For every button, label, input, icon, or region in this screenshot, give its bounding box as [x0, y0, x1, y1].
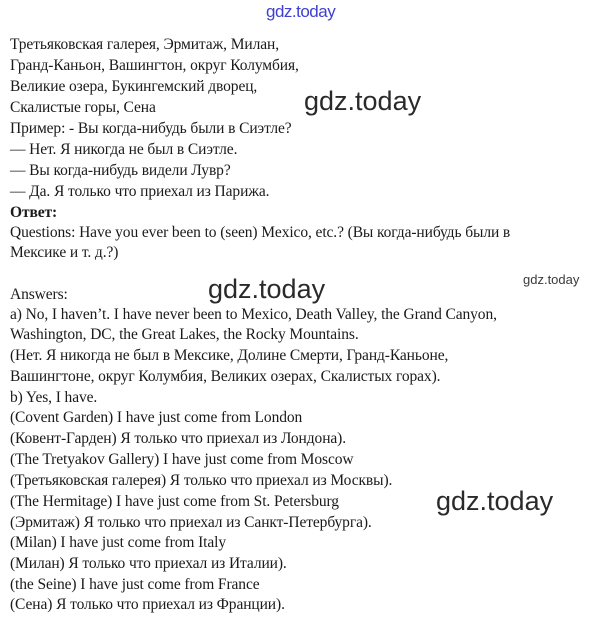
text-line: Скалистые горы, Сена — [10, 99, 156, 116]
text-line: Мексике и т. д.?) — [10, 244, 119, 261]
text-line: (Сена) Я только что приехал из Франции). — [10, 596, 285, 613]
text-line: (Третьяковская галерея) Я только что приехал из Москвы). — [10, 472, 393, 489]
watermark-big-3: gdz.today — [436, 486, 554, 516]
text-line: (Ковент-Гарден) Я только что приехал из Лондона). — [10, 430, 347, 447]
text-line: — Вы когда-нибудь видели Лувр? — [10, 162, 231, 179]
text-line: Questions: Have you ever been to (seen) Mexico, etc.? (Вы когда-нибудь были в — [10, 224, 511, 241]
text-line: Великие озера, Букингемский дворец, — [10, 78, 258, 95]
watermark-top: gdz.today — [266, 2, 336, 21]
text-line: Гранд-Каньон, Вашингтон, округ Колумбия, — [10, 57, 299, 74]
text-line: (The Tretyakov Gallery) I have just come from Moscow — [10, 451, 354, 468]
text-line: a) No, I haven’t. I have never been to Mexico, Death Valley, the Grand Canyon, — [10, 306, 497, 323]
answer-heading: Ответ: — [10, 204, 58, 221]
text-line: (the Seine) I have just come from France — [10, 576, 260, 593]
text-line: Вашингтоне, округ Колумбия, Великих озерах, Скалистых горах). — [10, 368, 441, 385]
watermark-small: gdz.today — [523, 272, 580, 287]
text-line: (Милан) Я только что приехал из Италии). — [10, 555, 287, 572]
text-line: Washington, DC, the Great Lakes, the Rocky Mountains. — [10, 326, 359, 343]
text-line: — Да. Я только что приехал из Парижа. — [10, 183, 270, 200]
text-line: (Covent Garden) I have just come from London — [10, 409, 303, 426]
text-line: Третьяковская галерея, Эрмитаж, Милан, — [10, 36, 279, 53]
watermark-big-1: gdz.today — [304, 86, 422, 116]
text-line: — Нет. Я никогда не был в Сиэтле. — [10, 141, 238, 158]
example-line: Пример: - Вы когда-нибудь были в Сиэтле? — [10, 120, 292, 137]
text-line: b) Yes, I have. — [10, 389, 98, 406]
text-line: (Milan) I have just come from Italy — [10, 534, 227, 551]
watermark-big-2: gdz.today — [208, 274, 326, 304]
text-line: (The Hermitage) I have just come from St. Petersburg — [10, 493, 339, 510]
text-line: (Нет. Я никогда не был в Мексике, Долине Смерти, Гранд-Каньоне, — [10, 347, 449, 364]
text-line: Answers: — [10, 286, 68, 303]
text-line: (Эрмитаж) Я только что приехал из Санкт-Петербурга). — [10, 514, 372, 531]
